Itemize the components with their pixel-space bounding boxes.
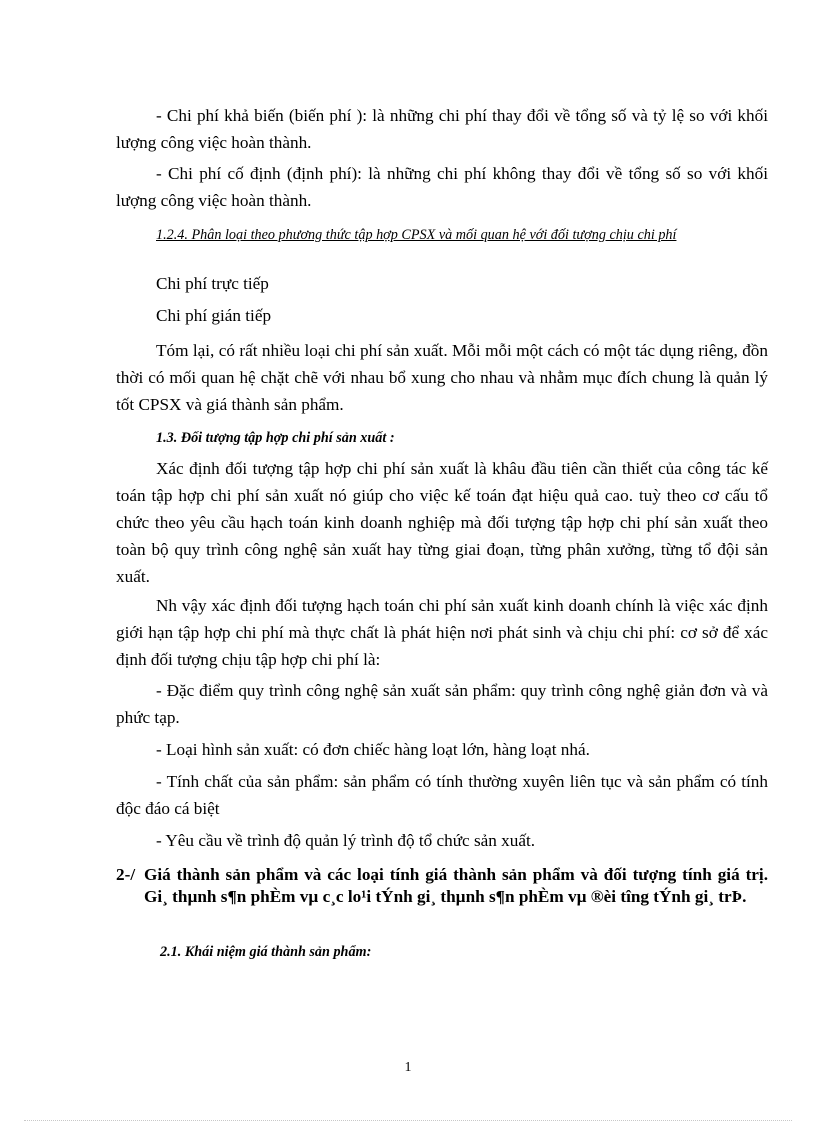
list-item-indirect-cost: Chi phí gián tiếp bbox=[156, 306, 272, 325]
page-bottom-divider bbox=[24, 1120, 792, 1121]
paragraph-cost-object-basis-text: vậy xác định đối tượng hạch toán chi phí sản xuất kinh doanh chính là việc xác định giới hạn tập hợp chi phí mà thực chất là phát hiện nơi phát sinh và chịu chi phí: cơ sở để xác định đối tượng chịu tập hợp chi phí là: bbox=[116, 596, 768, 669]
garbled-lead-text: Nh bbox=[156, 596, 178, 615]
paragraph-fixed-cost: - Chi phí cố định (định phí): là những chi phí không thay đổi về tổng số so với khối lượng công việc hoàn thành. bbox=[116, 164, 768, 210]
bullet-management-level: - Yêu cầu về trình độ quản lý trình độ tổ chức sản xuất. bbox=[156, 831, 536, 850]
list-item-direct-cost: Chi phí trực tiếp bbox=[156, 274, 269, 293]
section-heading-1-3: 1.3. Đối tượng tập hợp chi phí sản xuất : bbox=[156, 430, 395, 446]
section-title: Giá thành sản phẩm và các loại tính giá thành sản phẩm và đối tượng tính giá trị. Gi¸ thµnh s¶n phÈm vµ c¸c lo¹i tÝnh gi¸ thµnh s¶n phÈm vµ ®èi tîng tÝnh gi¸ trÞ. bbox=[144, 865, 768, 906]
section-heading-2-1: 2.1. Khái niệm giá thành sản phẩm: bbox=[160, 944, 372, 960]
section-heading-1-2-4: 1.2.4. Phân loại theo phương thức tập hợp CPSX và mối quan hệ với đối tượng chịu chi phí bbox=[156, 227, 677, 243]
bullet-production-type: - Loại hình sản xuất: có đơn chiếc hàng loạt lớn, hàng loạt nhá. bbox=[156, 740, 590, 759]
paragraph-cost-object-basis bbox=[116, 592, 768, 673]
bullet-process-characteristics: - Đặc điểm quy trình công nghệ sản xuất sản phẩm: quy trình công nghệ giản đơn và và phức tạp. bbox=[116, 681, 768, 727]
page-number: 1 bbox=[404, 1060, 412, 1075]
section-number: 2-/ bbox=[116, 865, 136, 884]
paragraph-variable-cost: - Chi phí khả biến (biến phí ): là những chi phí thay đổi về tổng số và tỷ lệ so với khối lượng công việc hoàn thành. bbox=[116, 106, 768, 152]
paragraph-cost-object: Xác định đối tượng tập hợp chi phí sản xuất là khâu đầu tiên cần thiết của công tác kế toán tập hợp chi phí sản xuất nó giúp cho việc kế toán đạt hiệu quả cao. tuỳ theo cơ cấu tổ chức theo yêu cầu hạch toán kinh doanh nghiệp mà đối tượng tập hợp chi phí sản xuất theo toàn bộ quy trình công nghệ sản xuất hay từng giai đoạn, từng phân xưởng, từng tổ đội sản xuất. bbox=[116, 459, 768, 586]
paragraph-summary: Tóm lại, có rất nhiều loại chi phí sản xuất. Mỗi mỗi một cách có một tác dụng riêng, đồn thời có mối quan hệ chặt chẽ với nhau bổ xung cho nhau và nhằm mục đích chung là quản lý tốt CPSX và giá thành sản phẩm. bbox=[116, 341, 768, 414]
bullet-product-nature: - Tính chất của sản phẩm: sản phẩm có tính thường xuyên liên tục và sản phẩm có tính độc đáo cá biệt bbox=[116, 772, 768, 818]
section-heading-2 bbox=[116, 864, 768, 908]
